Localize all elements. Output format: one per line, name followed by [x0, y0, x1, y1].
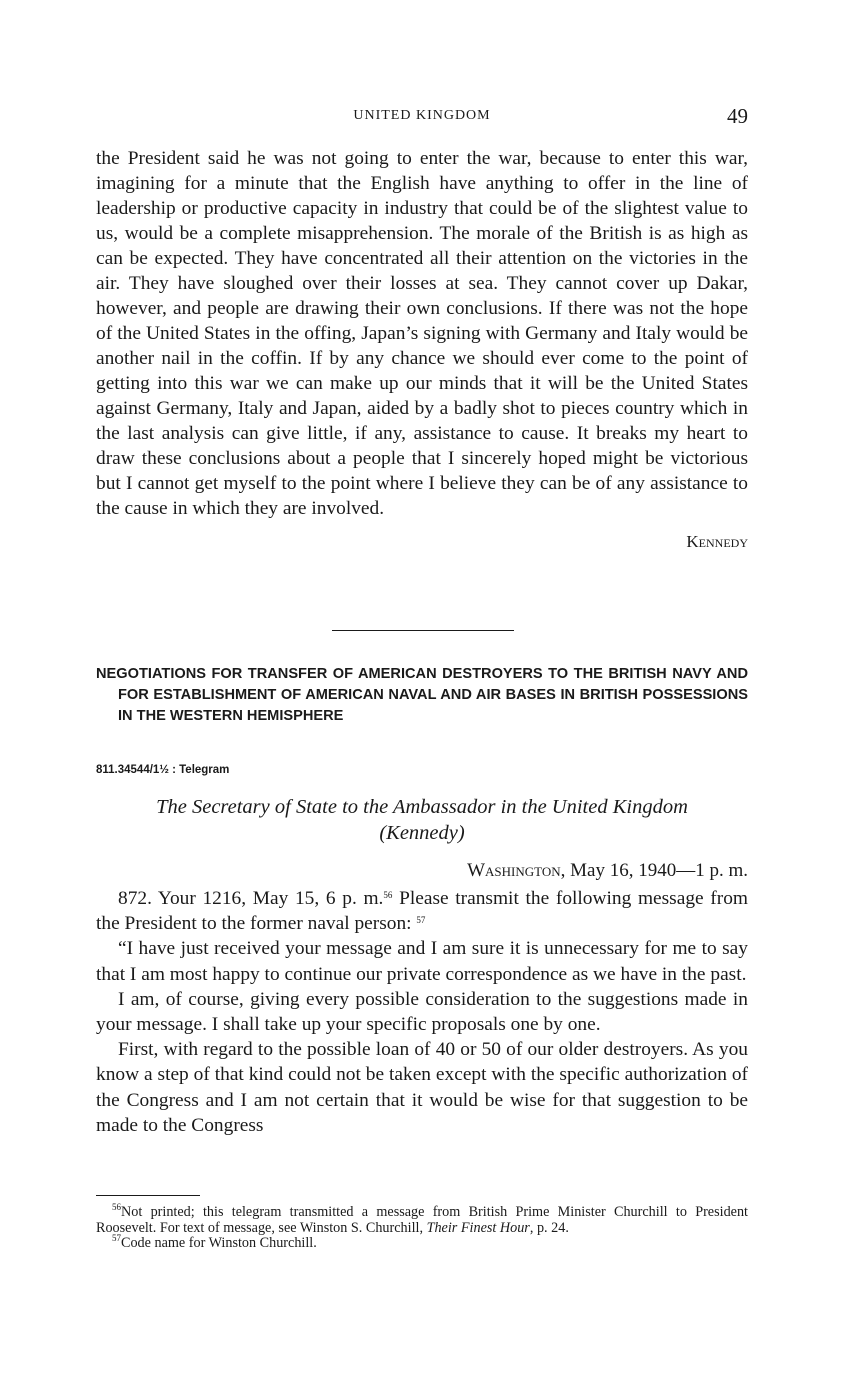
section-heading: [96, 664, 748, 727]
telegram-text: [96, 886, 748, 1138]
footnote-56-text: Not printed; this telegram transmitted a message from British Prime Minister Churchill to President Roosevelt. For text of message, see Winston S. Churchill,: [96, 1204, 748, 1236]
dateline-place: Washington,: [467, 860, 566, 881]
document-title: [96, 794, 748, 846]
opening-paragraph: the President said he was not going to enter the war, because to enter this war, imagining for a minute that the English have anything to offer in the line of leadership or productive capacity in industry that could be of the slightest value to us, would be a complete misapprehension. The morale of the British is as high as can be expected. They have concentrated all their attention on the victories in the air. They have sloughed over their losses at sea. They cannot cover up Dakar, however, and people are drawing their own conclusions. If there was not the hope of the United States in the offing, Japan’s signing with Germany and Italy would be another nail in the coffin. If by any chance we should ever come to the point of getting into this war we can make up our minds that it will be the United States against Germany, Italy and Japan, aided by a badly shot to pieces country which in the last analysis can give little, if any, assistance to cause. It breaks my heart to draw these conclusions about a people that I sincerely hoped might be victorious but I cannot get myself to the point where I believe they can be of any assistance to the cause in which they are involved.: [96, 148, 748, 519]
footnote-57-text: Code name for Winston Churchill.: [121, 1235, 317, 1252]
footnote-ref-57: 57: [416, 915, 426, 926]
telegram-paragraph-3: I am, of course, giving every possible consideration to the suggestions made in your message. I shall take up your specific proposals one by one.: [96, 988, 748, 1036]
running-head: [96, 104, 748, 130]
telegram-p1-start: 872. Your 1216, May 15, 6 p. m.: [118, 888, 384, 909]
file-number: 811.34544/1½ : Telegram: [96, 764, 230, 776]
footnote-56-book-title: Their Finest Hour: [426, 1219, 530, 1236]
dateline-date: May 16, 1940—1 p. m.: [565, 860, 748, 881]
footnote-mark-56: 56: [112, 1202, 121, 1212]
telegram-paragraph-4: First, with regard to the possible loan of 40 or 50 of our older destroyers. As you know a step of that kind could not be taken except with the specific authorization of the Congress and I am not certain that it would be wise for that suggestion to be made to the Congress: [96, 1039, 748, 1136]
footnotes: [96, 1202, 748, 1252]
footnote-mark-57: 57: [112, 1233, 121, 1244]
footnote-ref-56: 56: [383, 890, 393, 900]
document-title-line-2: (Kennedy): [379, 822, 465, 844]
page-number: 49: [727, 104, 748, 128]
dateline: [467, 860, 748, 882]
document-title-line-1: The Secretary of State to the Ambassador in the United Kingdom: [156, 796, 688, 818]
footnote-56: [96, 1202, 748, 1236]
footnote-divider: [96, 1195, 200, 1196]
telegram-p1-end: Please transmit the following message from the President to the former naval person:: [96, 888, 748, 935]
telegram-paragraph-2: “I have just received your message and I am sure it is unnecessary for me to say that I am most happy to continue our private correspondence as we have in the past.: [96, 938, 748, 985]
opening-text: [96, 146, 748, 553]
section-heading-text: NEGOTIATIONS FOR TRANSFER OF AMERICAN DESTROYERS TO THE BRITISH NAVY AND FOR ESTABLISHMENT OF AMERICAN NAVAL AND AIR BASES IN BRITISH POSSESSIONS IN THE WESTERN HEMISPHERE: [96, 666, 748, 724]
telegram-paragraph-1: [96, 886, 748, 936]
footnote-57: [96, 1233, 748, 1252]
footnote-56-page: , p. 24.: [529, 1219, 569, 1236]
running-title: UNITED KINGDOM: [353, 108, 491, 123]
section-divider: [332, 630, 514, 631]
signature: Kennedy: [686, 532, 748, 551]
